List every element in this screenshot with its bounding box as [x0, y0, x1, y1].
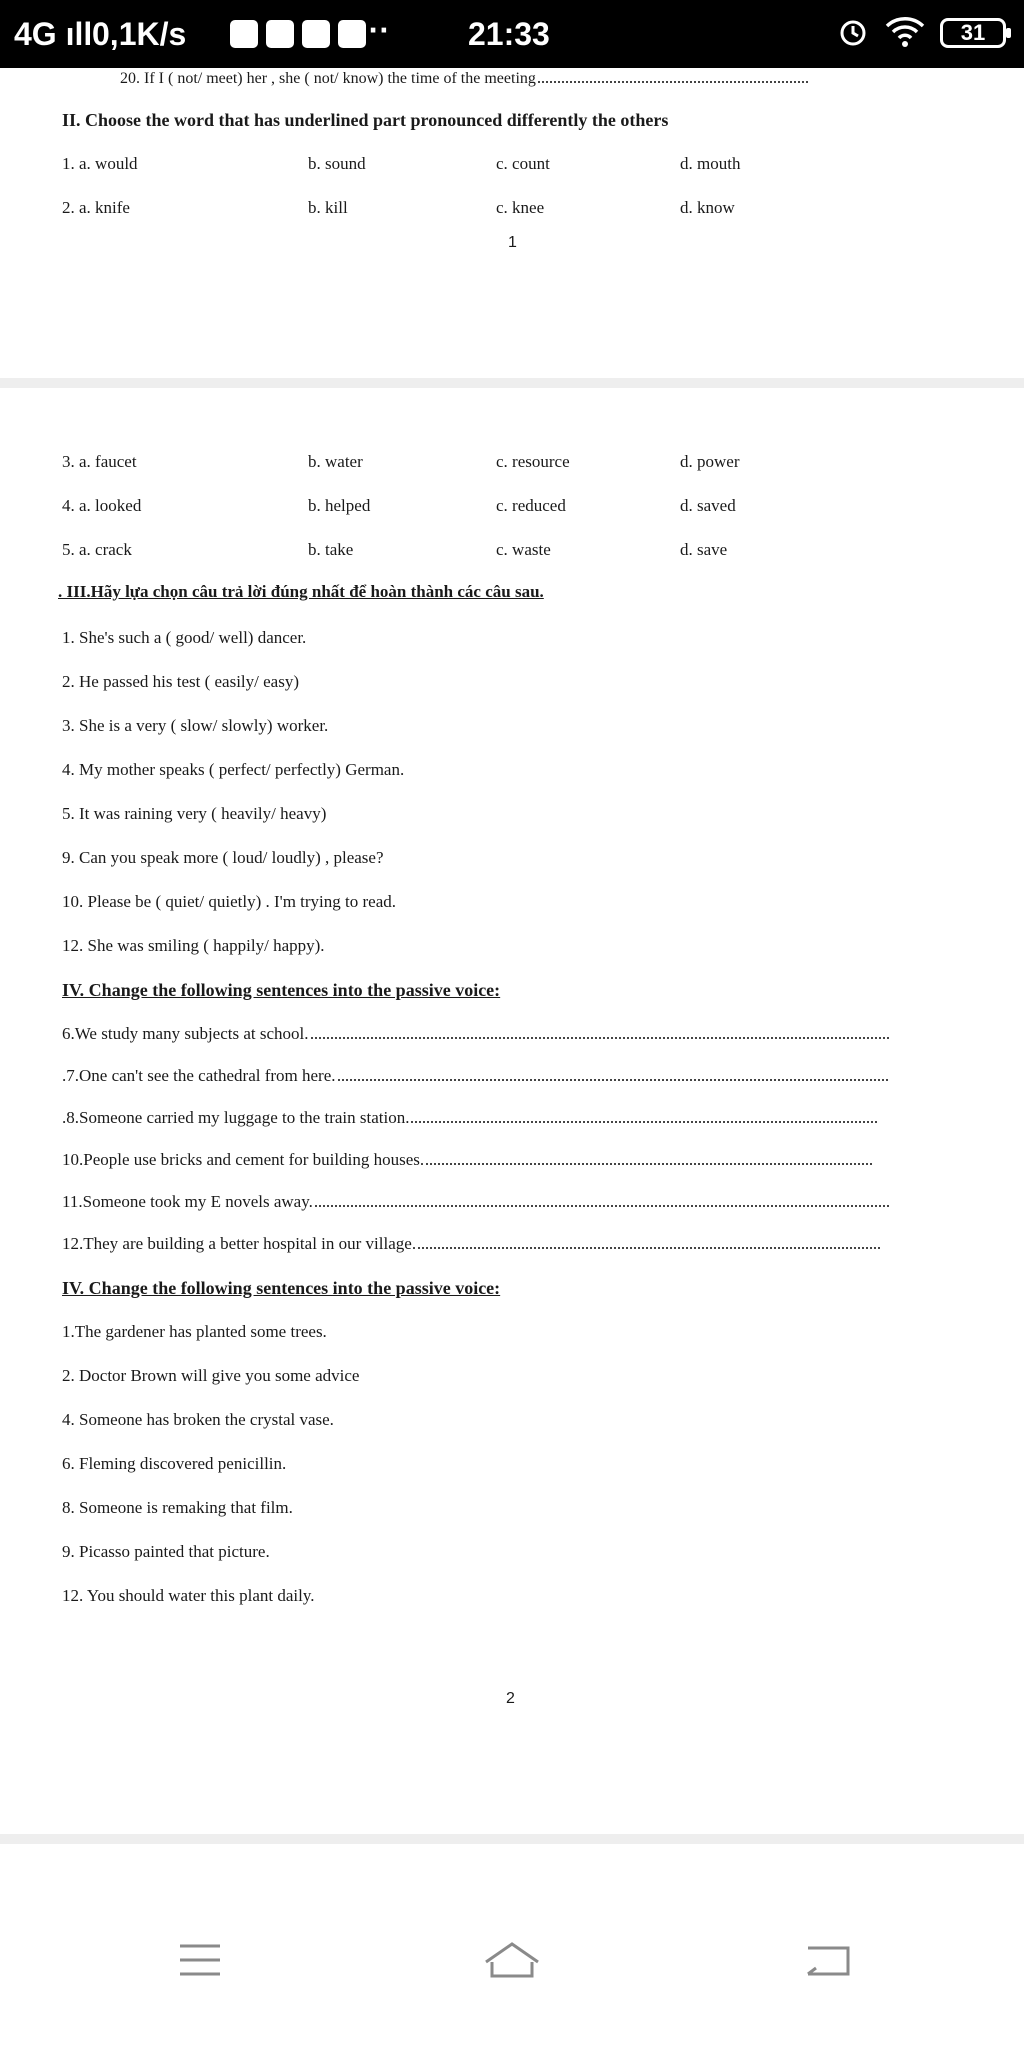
- list-item: 12. She was smiling ( happily/ happy).: [62, 936, 325, 955]
- facebook-icon: [302, 20, 330, 48]
- home-icon[interactable]: [480, 1936, 544, 1996]
- option-d: d. save: [680, 540, 728, 559]
- option-d: d. mouth: [680, 154, 741, 173]
- mail-icon: [230, 20, 258, 48]
- option-c: c. reduced: [496, 496, 566, 515]
- option-c: c. waste: [496, 540, 551, 559]
- answer-blank: [311, 1037, 889, 1039]
- menu-icon[interactable]: [176, 1936, 224, 1996]
- answer-blank: [538, 81, 808, 83]
- list-item: 12.They are building a better hospital in our village.: [62, 1234, 880, 1254]
- document-page-1: [0, 68, 1024, 378]
- option-a: 2. a. knife: [62, 198, 130, 217]
- list-item: 9. Picasso painted that picture.: [62, 1542, 270, 1561]
- list-item: 4. Someone has broken the crystal vase.: [62, 1410, 334, 1429]
- list-item: 6.We study many subjects at school.: [62, 1024, 889, 1044]
- list-item: 12. You should water this plant daily.: [62, 1586, 315, 1605]
- option-c: c. count: [496, 154, 550, 173]
- page-separator: [0, 378, 1024, 388]
- wifi-icon: [884, 14, 926, 55]
- page-number: 2: [506, 1690, 515, 1707]
- navigation-bar: [0, 1880, 1024, 2048]
- list-item: 10.People use bricks and cement for building houses.: [62, 1150, 872, 1170]
- option-d: d. power: [680, 452, 740, 471]
- page-number: 1: [508, 234, 517, 251]
- option-a: 1. a. would: [62, 154, 138, 173]
- answer-blank: [426, 1163, 872, 1165]
- back-icon[interactable]: [800, 1936, 856, 1996]
- status-bar: [0, 0, 1024, 68]
- network-indicator: 4G ıll: [14, 16, 93, 52]
- list-item: 4. My mother speaks ( perfect/ perfectly) German.: [62, 760, 405, 779]
- question-20: 20. If I ( not/ meet) her , she ( not/ know) the time of the meeting: [120, 70, 808, 88]
- option-b: b. water: [308, 452, 363, 471]
- notification-icons: [230, 20, 366, 48]
- option-b: b. helped: [308, 496, 371, 515]
- video-icon: [266, 20, 294, 48]
- list-item: 9. Can you speak more ( loud/ loudly) , please?: [62, 848, 384, 867]
- page-separator: [0, 1834, 1024, 1844]
- document-page-2: [0, 388, 1024, 1834]
- list-item: 11.Someone took my E novels away.: [62, 1192, 889, 1212]
- network-speed: 0,1K/s: [92, 16, 187, 52]
- option-a: 4. a. looked: [62, 496, 142, 515]
- section-2-title: II. Choose the word that has underlined part pronounced differently the others: [62, 110, 669, 130]
- section-5-title: IV. Change the following sentences into the passive voice:: [62, 1278, 501, 1298]
- alarm-icon: [836, 14, 870, 55]
- list-item: 10. Please be ( quiet/ quietly) . I'm trying to read.: [62, 892, 397, 911]
- more-notifications: ···: [358, 12, 390, 48]
- answer-blank: [411, 1121, 877, 1123]
- answer-blank: [315, 1205, 889, 1207]
- option-b: b. take: [308, 540, 354, 559]
- option-a: 5. a. crack: [62, 540, 132, 559]
- list-item: .8.Someone carried my luggage to the train station.: [62, 1108, 877, 1128]
- list-item: 5. It was raining very ( heavily/ heavy): [62, 804, 327, 823]
- list-item: 3. She is a very ( slow/ slowly) worker.: [62, 716, 329, 735]
- list-item: 1.The gardener has planted some trees.: [62, 1322, 327, 1341]
- list-item: 1. She's such a ( good/ well) dancer.: [62, 628, 307, 647]
- battery-indicator: 31: [940, 18, 1006, 48]
- list-item: 2. Doctor Brown will give you some advice: [62, 1366, 360, 1385]
- list-item: 6. Fleming discovered penicillin.: [62, 1454, 287, 1473]
- section-4-title: IV. Change the following sentences into the passive voice:: [62, 980, 501, 1000]
- list-item: 8. Someone is remaking that film.: [62, 1498, 293, 1517]
- answer-blank: [418, 1247, 880, 1249]
- option-d: d. saved: [680, 496, 736, 515]
- list-item: .7.One can't see the cathedral from here.: [62, 1066, 888, 1086]
- section-3-title: . III.Hãy lựa chọn câu trả lời đúng nhất để hoàn thành các câu sau.: [58, 582, 544, 601]
- option-a: 3. a. faucet: [62, 452, 137, 471]
- option-d: d. know: [680, 198, 735, 217]
- clock: 21:33: [468, 16, 550, 52]
- option-b: b. sound: [308, 154, 366, 173]
- list-item: 2. He passed his test ( easily/ easy): [62, 672, 299, 691]
- option-c: c. resource: [496, 452, 570, 471]
- option-b: b. kill: [308, 198, 348, 217]
- option-c: c. knee: [496, 198, 545, 217]
- answer-blank: [338, 1079, 888, 1081]
